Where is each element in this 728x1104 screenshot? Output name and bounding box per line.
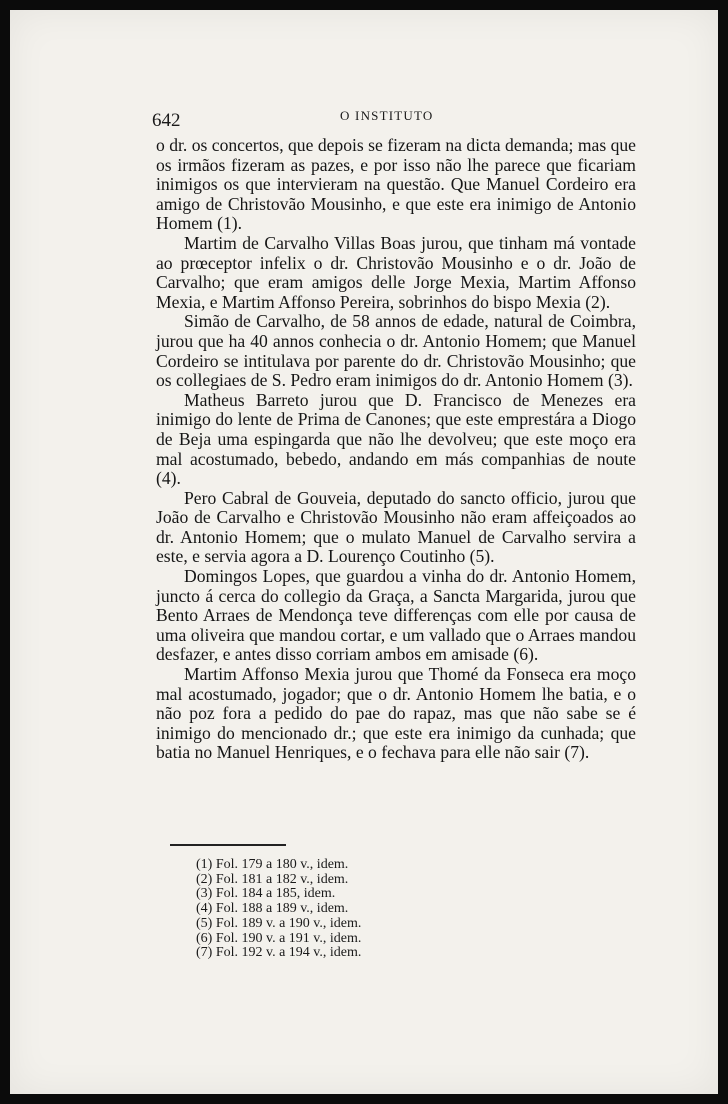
footnote-divider bbox=[170, 844, 286, 846]
footnote-5: (5) Fol. 189 v. a 190 v., idem. bbox=[196, 915, 362, 931]
footnote-6: (6) Fol. 190 v. a 191 v., idem. bbox=[196, 930, 362, 946]
running-title: O INSTITUTO bbox=[340, 108, 434, 123]
footnote-1: (1) Fol. 179 a 180 v., idem. bbox=[196, 857, 349, 872]
paragraph-2: Martim de Carvalho Villas Boas jurou, que tinham má vontade ao prœceptor infelix o dr. Christovão Mousinho e o dr. João de Carvalho; que eram amigos delle Jorge Mexia, Martim Affonso Mexia, e Martim Affonso Pereira, sobrinhos do bispo Mexia (2). bbox=[156, 232, 636, 312]
paragraph-7: Martim Affonso Mexia jurou que Thomé da Fonseca era moço mal acostumado, jogador; que o dr. Antonio Homem lhe batia, e o não poz fora a pedido do pae do rapaz, mas que não sabe se é inimigo do mencionado dr.; que este era inimigo da cunhada; que batia no Manuel Henriques, e o fechava para elle não sair (7). bbox=[156, 664, 636, 763]
footnotes bbox=[196, 858, 496, 961]
paragraph-4: Matheus Barreto jurou que D. Francisco de Menezes era inimigo do lente de Prima de Canones; que este emprestára a Diogo de Beja uma espingarda que não lhe devolveu; que este moço era mal acostumado, bebedo, andando em más companhias de noute (4). bbox=[156, 389, 636, 489]
footnote-3: (3) Fol. 184 a 185, idem. bbox=[196, 886, 336, 902]
page-number: 642 bbox=[152, 110, 181, 131]
paragraph-6: Domingos Lopes, que guardou a vinha do dr. Antonio Homem, juncto á cerca do collegio da Graça, a Sancta Margarida, jurou que Bento Arraes de Mendonça teve differenças com elle por causa de uma oliveira que mandou cortar, e um vallado que o Arraes mandou desfazer, e antes disso corriam ambos em amisade (6). bbox=[156, 566, 636, 665]
paragraph-5: Pero Cabral de Gouveia, deputado do sancto officio, jurou que João de Carvalho e Christovão Mousinho não eram affeiçoados ao dr. Antonio Homem; que o mulato Manuel de Carvalho servira a este, e servia agora a D. Lourenço Coutinho (5). bbox=[156, 487, 636, 567]
footnote-7: (7) Fol. 192 v. a 194 v., idem. bbox=[196, 945, 362, 961]
paragraph-1: o dr. os concertos, que depois se fizeram na dicta demanda; mas que os irmãos fizeram as pazes, e por isso não lhe parece que ficariam inimigos os que intervieram na questão. Que Manuel Cordeiro era amigo de Christovão Mousinho, e que este era inimigo de Antonio Homem (1). bbox=[156, 135, 636, 234]
paragraph-3: Simão de Carvalho, de 58 annos de edade, natural de Coimbra, jurou que ha 40 annos conhecia o dr. Antonio Homem; que Manuel Cordeiro se intitulava por parente do dr. Christovão Mousinho; que os collegiaes de S. Pedro eram inimigos do dr. Antonio Homem (3). bbox=[156, 311, 636, 391]
footnote-2: (2) Fol. 181 a 182 v., idem. bbox=[196, 871, 349, 887]
body-text bbox=[156, 136, 636, 763]
footnote-4: (4) Fol. 188 a 189 v., idem. bbox=[196, 901, 349, 917]
book-page bbox=[10, 10, 718, 1094]
